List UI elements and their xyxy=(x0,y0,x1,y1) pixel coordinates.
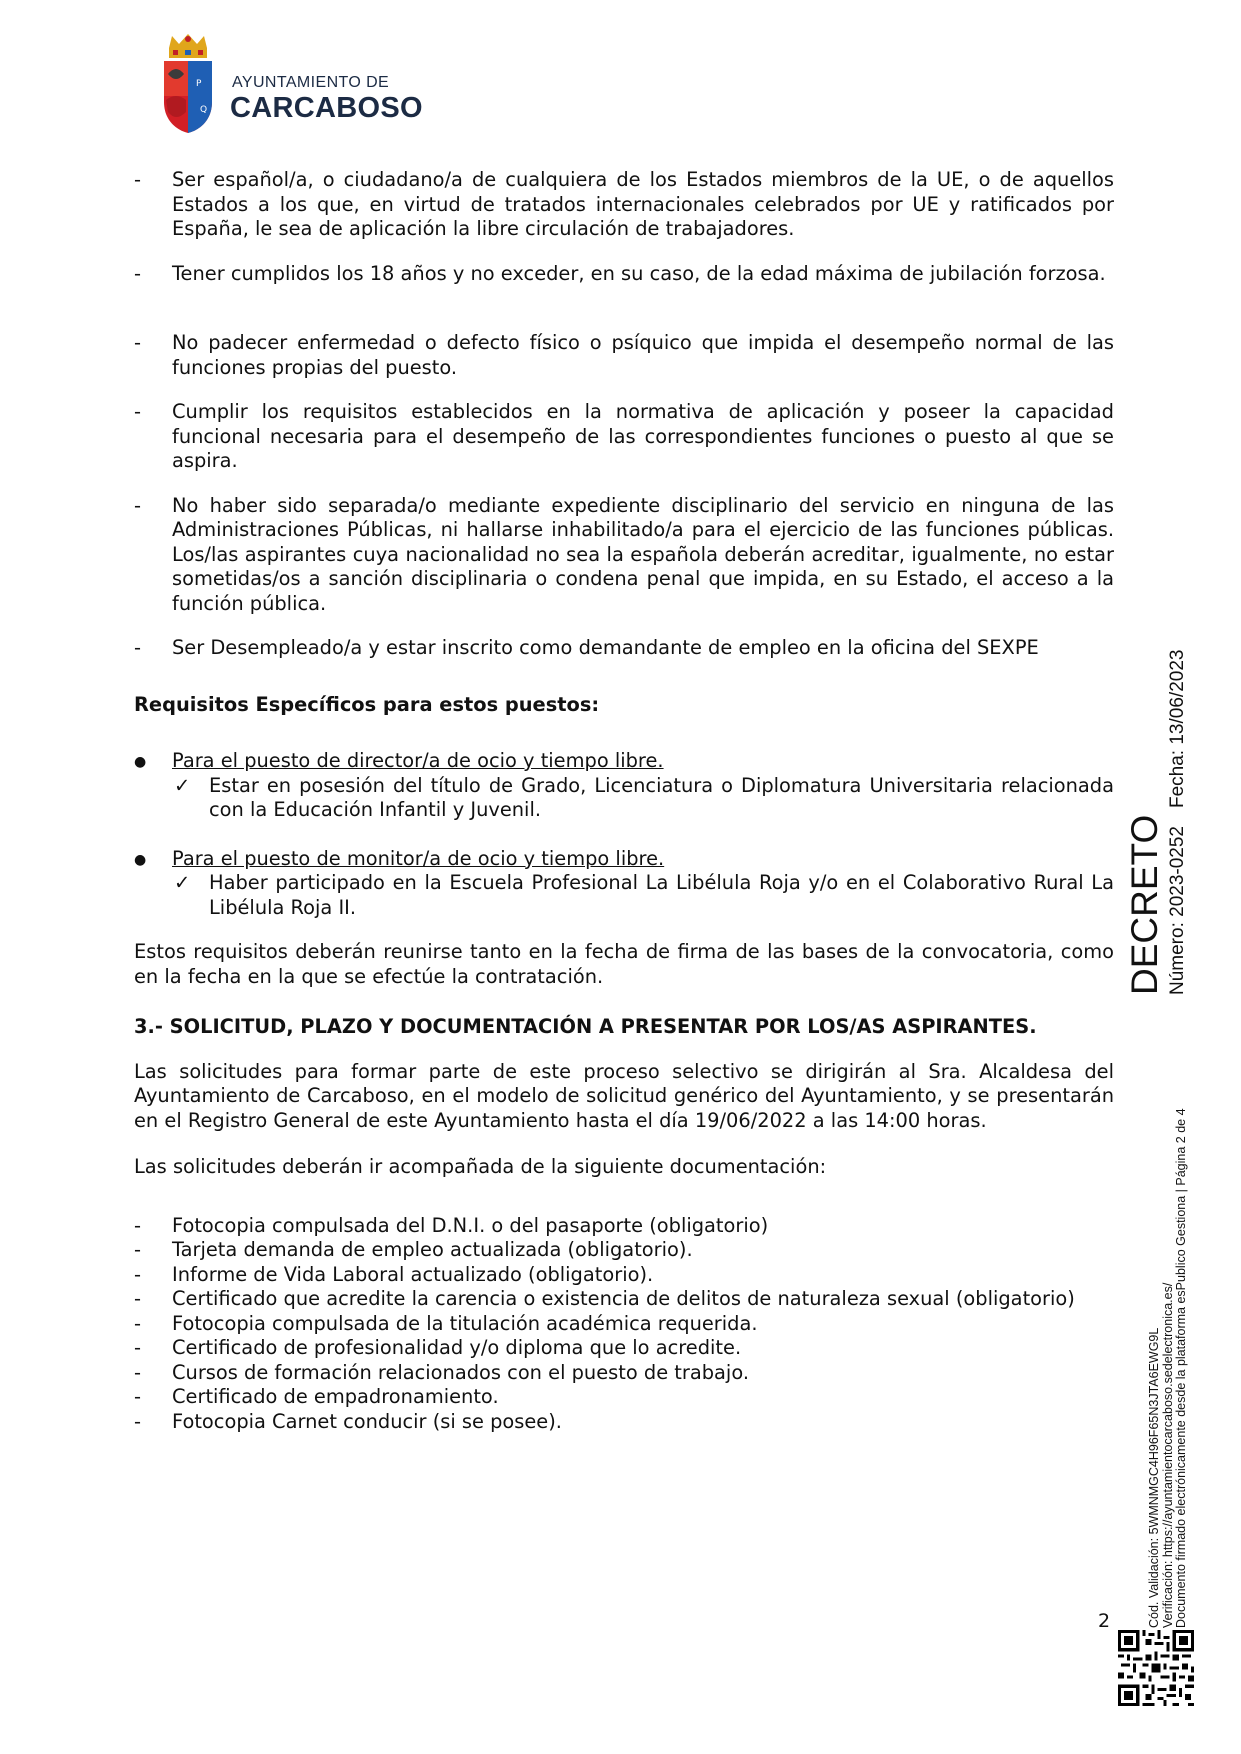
specific-requirements-heading: Requisitos Específicos para estos puestos: xyxy=(134,692,600,716)
document-list-item xyxy=(134,1214,1114,1239)
document-text: Certificado de profesionalidad y/o diploma que lo acredite. xyxy=(172,1336,742,1359)
requirement-text: Ser Desempleado/a y estar inscrito como demandante de empleo en la oficina del SEXPE xyxy=(172,636,1039,659)
document-text: Certificado que acredite la carencia o existencia de delitos de naturaleza sexual (obligatorio) xyxy=(172,1287,1075,1310)
document-text: Certificado de empadronamiento. xyxy=(172,1385,499,1408)
director-title: Para el puesto de director/a de ocio y tiempo libre. xyxy=(172,749,664,772)
page-number: 2 xyxy=(1098,1610,1111,1632)
dash-marker: - xyxy=(134,1385,141,1408)
director-requirement-check xyxy=(134,774,1114,823)
document-list-item xyxy=(134,1361,1114,1386)
document-text: Fotocopia Carnet conducir (si se posee). xyxy=(172,1409,562,1433)
dash-marker: - xyxy=(134,1238,141,1261)
dash-marker: - xyxy=(134,1262,141,1286)
dash-marker: - xyxy=(134,261,141,285)
director-requirement-item xyxy=(134,749,1114,774)
decree-stamp: DECRETO xyxy=(1124,814,1165,995)
requirement-text: Tener cumplidos los 18 años y no exceder, en su caso, de la edad máxima de jubilación forzosa. xyxy=(172,261,1106,285)
check-icon: ✓ xyxy=(174,773,191,797)
check-icon: ✓ xyxy=(174,871,191,894)
validation-code: Cód. Validación: 5WMNMGC4H96F65N3JTA6EWG9L xyxy=(1147,1327,1161,1628)
dash-marker: - xyxy=(134,1287,141,1310)
monitor-requirement-text: Haber participado en la Escuela Profesional La Libélula Roja y/o en el Colaborativo Rural La Libélula Roja II. xyxy=(209,871,1114,919)
org-name: CARCABOSO xyxy=(230,92,423,124)
dash-marker: - xyxy=(134,1360,141,1384)
document-list-item xyxy=(134,1410,1114,1435)
document-list-item xyxy=(134,1287,1114,1312)
requirement-text: Cumplir los requisitos establecidos en la normativa de aplicación y poseer la capacidad funcional necesaria para el desempeño de las correspondientes funciones o puesto al que se aspira. xyxy=(172,400,1114,472)
requirement-text: Ser español/a, o ciudadano/a de cualquiera de los Estados miembros de la UE, o de aquellos Estados a los que, en virtud de tratados internacionales celebrados por UE y ratificados por España, le sea de aplicación la libre circulación de trabajadores. xyxy=(172,168,1114,240)
org-line-1: AYUNTAMIENTO DE xyxy=(232,74,390,91)
shield-letter-p: P xyxy=(196,79,202,89)
dash-marker: - xyxy=(134,400,141,423)
signature-note: Documento firmado electrónicamente desde la plataforma esPublico Gestiona | Página 2 de 4 xyxy=(1174,1108,1188,1628)
validation-block xyxy=(1148,1108,1189,1628)
document-list-item xyxy=(134,1238,1114,1263)
monitor-title: Para el puesto de monitor/a de ocio y tiempo libre. xyxy=(172,846,665,870)
requirement-text: No padecer enfermedad o defecto físico o psíquico que impida el desempeño normal de las funciones propias del puesto. xyxy=(172,331,1114,379)
document-text: Fotocopia compulsada del D.N.I. o del pasaporte (obligatorio) xyxy=(172,1213,769,1237)
monitor-requirement-item xyxy=(134,847,1114,872)
dash-marker: - xyxy=(134,1311,141,1335)
monitor-requirement-check xyxy=(134,871,1114,920)
document-list-item xyxy=(134,1312,1114,1337)
requirements-closing: Estos requisitos deberán reunirse tanto en la fecha de firma de las bases de la convocatoria, como en la fecha en la que se efectúe la contratación. xyxy=(134,940,1114,988)
document-list-item xyxy=(134,1263,1114,1288)
dash-marker: - xyxy=(134,168,141,191)
requirement-text: No haber sido separada/o mediante expediente disciplinario del servicio en ninguna de las Administraciones Públicas, ni hallarse inhabilitado/a para el ejercicio de las funciones públicas. Los/las aspirantes cuya nacionalidad no sea la española deberán acreditar, igualmente, no estar sometidas/os a sanción disciplinaria o condena penal que impida, en su Estado, el acceso a la función pública. xyxy=(172,493,1114,615)
document-list-item xyxy=(134,1385,1114,1410)
dash-marker: - xyxy=(134,1409,141,1433)
dash-marker: - xyxy=(134,1213,141,1237)
document-body xyxy=(134,168,1114,1434)
general-requirement xyxy=(134,400,1114,474)
director-requirement-text: Estar en posesión del título de Grado, Licenciatura o Diplomatura Universitaria relacionada con la Educación Infantil y Juvenil. xyxy=(209,773,1114,821)
qr-code-icon xyxy=(1118,1630,1194,1706)
document-list-item xyxy=(134,1336,1114,1361)
general-requirement xyxy=(134,331,1114,380)
decree-date: Fecha: 13/06/2023 xyxy=(1167,649,1188,808)
dash-marker: - xyxy=(134,636,141,659)
document-text: Cursos de formación relacionados con el puesto de trabajo. xyxy=(172,1360,750,1384)
general-requirement xyxy=(134,494,1114,617)
documentation-intro: Las solicitudes deberán ir acompañada de la siguiente documentación: xyxy=(134,1155,827,1178)
document-text: Tarjeta demanda de empleo actualizada (obligatorio). xyxy=(172,1238,693,1261)
bullet-marker: ● xyxy=(134,754,147,770)
section-3-heading: 3.- SOLICITUD, PLAZO Y DOCUMENTACIÓN A PRESENTAR POR LOS/AS ASPIRANTES. xyxy=(134,1015,1037,1038)
dash-marker: - xyxy=(134,1336,141,1359)
general-requirement xyxy=(134,636,1114,661)
municipal-logo xyxy=(130,30,423,142)
bullet-marker: ● xyxy=(134,851,147,868)
dash-marker: - xyxy=(134,331,141,354)
document-text: Fotocopia compulsada de la titulación académica requerida. xyxy=(172,1311,758,1335)
dash-marker: - xyxy=(134,493,141,517)
document-text: Informe de Vida Laboral actualizado (obligatorio). xyxy=(172,1262,654,1286)
section-3-paragraph: Las solicitudes para formar parte de este proceso selectivo se dirigirán al Sra. Alcaldesa del Ayuntamiento de Carcaboso, en el modelo de solicitud genérico del Ayuntamiento, y se presentarán en el Registro General de este Ayuntamiento hasta el día 19/06/2022 a las 14:00 horas. xyxy=(134,1059,1114,1132)
decree-number: Número: 2023-0252 xyxy=(1167,826,1188,995)
shield-letter-q: Q xyxy=(200,105,208,115)
coat-of-arms-icon xyxy=(160,34,216,134)
general-requirement xyxy=(134,168,1114,242)
verification-url[interactable]: Verificación: https://ayuntamientocarcaboso.sedelectronica.es/ xyxy=(1160,1282,1175,1628)
general-requirement xyxy=(134,262,1114,287)
